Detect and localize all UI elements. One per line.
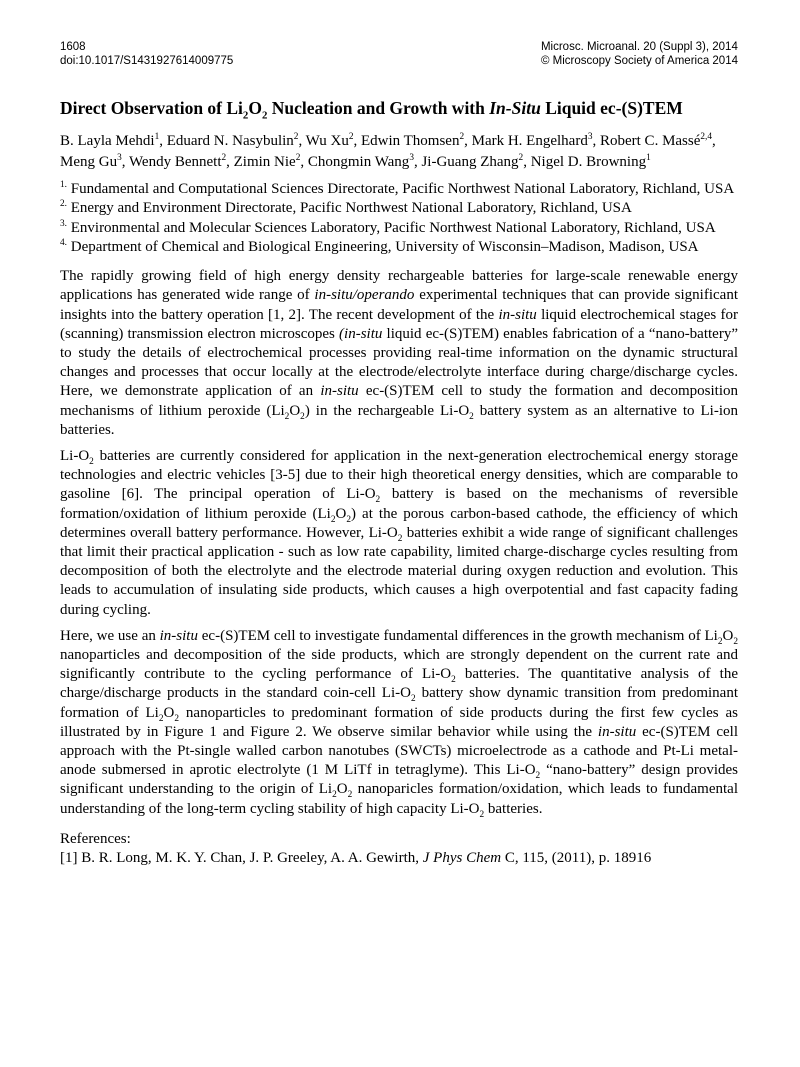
header-left: [60, 40, 233, 68]
affiliation-2: $^{2.}$ Energy and Environment Directorate, Pacific Northwest National Laboratory, Richland, USA: [60, 199, 632, 217]
abstract-paragraph-2: $Li-O_2$ batteries are currently considered for application in the next-generation electrochemical energy storage technologies and electric vehicles [3-5] due to their high theoretical energy densities, which are comparable to gasoline [6]. The principal operation of $Li-O_2$ battery is based on the mechanisms of reversible formation/oxidation of lithium peroxide $(Li_2O_2)$ at the porous carbon-based cathode, the efficiency of which determines overall battery performance. However, $Li-O_2$ batteries exhibit a wide range of significant challenges that limit their practical application - such as low rate capability, limited charge-discharge cycles resulting from decomposition of both the electrolyte and the electrode material during oxygen reduction and evolution. This leads to accumulation of insulating side products, which causes a high overpotential and fast capacity fading during cycling.: [60, 448, 738, 618]
author-list: B. Layla Mehdi$^1$, Eduard N. Nasybulin$^2$, Wu Xu$^2$, Edwin Thomsen$^2$, Mark H. Engelhard$^3$, Robert C. Massé$^{2,4}$, Meng Gu$^3$, Wendy Bennett$^2$, Zimin Nie$^2$, Chongmin Wang$^3$, Ji-Guang Zhang$^2$, Nigel D. Browning$^1$: [60, 132, 716, 170]
doi: doi:10.1017/S1431927614009775: [60, 55, 234, 67]
page-header: [60, 40, 738, 68]
affiliations: [60, 180, 738, 257]
reference-item-1: [1] B. R. Long, M. K. Y. Chan, J. P. Greeley, A. A. Gewirth, J Phys Chem C, 115, (2011), p. 18916: [60, 850, 652, 867]
affiliation-3: $^{3.}$ Environmental and Molecular Sciences Laboratory, Pacific Northwest National Laboratory, Richland, USA: [60, 218, 716, 236]
references-heading: References:: [60, 830, 131, 847]
copyright-notice: © Microscopy Society of America 2014: [540, 55, 738, 67]
abstract-paragraph-1: The rapidly growing field of high energy density rechargeable batteries for large-scale renewable energy applications has generated wide range of in-situ/operando experimental techniques that can provide significant insights into the battery operation [1, 2]. The recent development of the in-situ liquid electrochemical stages for (scanning) transmission electron microscopes (in-situ liquid ec-(S)TEM) enables fabrication of a “nano-battery” to study the details of electrochemical processes providing real-time information on the dynamic structural changes and processes that occur locally at the electrode/electrolyte interface during charge/discharge cycles. Here, we demonstrate application of an in-situ ec-(S)TEM cell to study the formation and decomposition mechanisms of lithium peroxide $(Li_2O_2)$ in the rechargeable $Li-O_2$ battery system as an alternative to Li-ion batteries.: [60, 268, 738, 438]
article-title: Direct Observation of $Li_2O_2$ Nucleation and Growth with In-Situ Liquid ec-(S)TEM: [60, 98, 683, 122]
affiliation-4: $^{4.}$ Department of Chemical and Biological Engineering, University of Wisconsin–Madison, Madison, USA: [60, 237, 699, 255]
header-right: [541, 40, 738, 68]
page-number: 1608: [60, 41, 86, 53]
references-section: [60, 830, 738, 868]
journal-citation: Microsc. Microanal. 20 (Suppl 3), 2014: [540, 41, 738, 53]
abstract-paragraph-3: Here, we use an in-situ ec-(S)TEM cell to investigate fundamental differences in the growth mechanism of $Li_2O_2$ nanoparticles and decomposition of the side products, which are strongly dependent on the current rate and significantly contribute to the cycling performance of $Li-O_2$ batteries. The quantitative analysis of the charge/discharge products in the standard coin-cell $Li-O_2$ battery show dynamic transition from predominant formation of $Li_2O_2$ nanoparticles to predominant formation of side products during the first few cycles as illustrated by in Figure 1 and Figure 2. We observe similar behavior while using the in-situ ec-(S)TEM cell approach with the Pt-single walled carbon nanotubes (SWCTs) microelectrode as a cathode and Pt-Li metal-anode submersed in aprotic electrolyte (1 M LiTf in tetraglyme). This $Li-O_2$ “nano-battery” design provides significant understanding to the origin of $Li_2O_2$ nanoparicles formation/oxidation, which leads to fundamental understanding of the long-term cycling stability of high capacity $Li-O_2$ batteries.: [60, 627, 738, 820]
affiliation-1: $^{1.}$ Fundamental and Computational Sciences Directorate, Pacific Northwest National Laboratory, Richland, USA: [60, 180, 735, 197]
